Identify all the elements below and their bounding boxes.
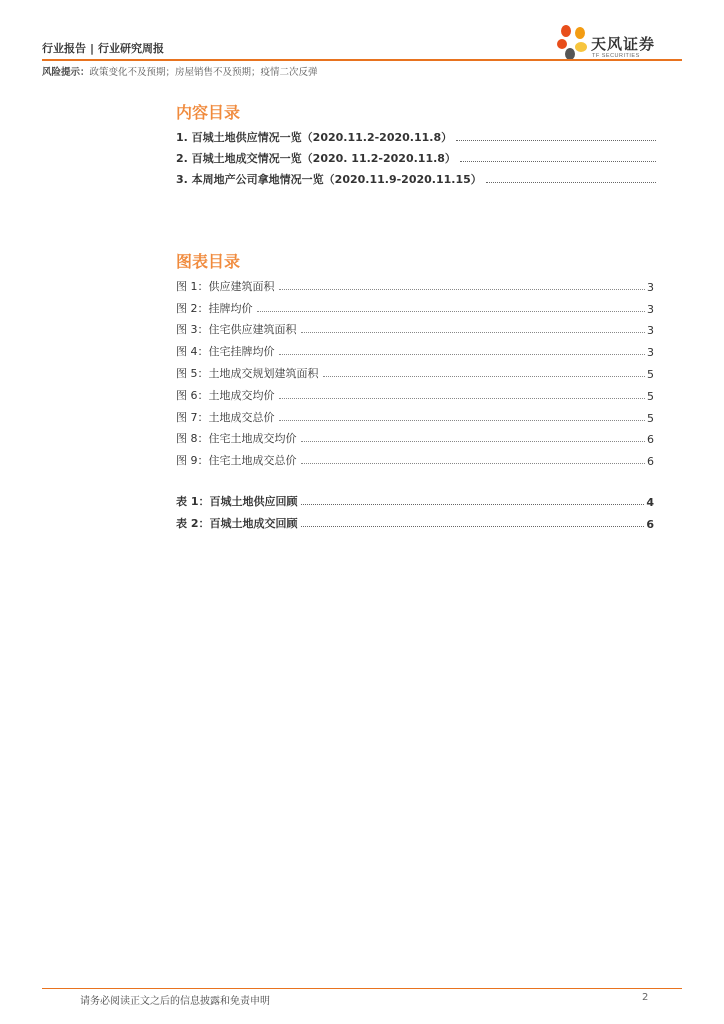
leader-dots (257, 310, 646, 312)
figure-entry[interactable] (176, 316, 654, 338)
figure-entry-page: 6 (647, 433, 654, 447)
figure-entry-page: 5 (647, 367, 654, 381)
report-header (42, 40, 164, 56)
figure-entry[interactable] (176, 272, 654, 294)
figure-entry-label: 图 2：挂牌均价 (176, 301, 253, 315)
logo-flower-icon (555, 22, 591, 62)
footer-disclaimer: 请务必阅读正文之后的信息披露和免责申明 (80, 996, 270, 1007)
header-type: 行业研究周报 (98, 42, 165, 55)
header-category: 行业报告 (42, 42, 86, 55)
page-number: 2 (642, 992, 649, 1003)
leader-dots (279, 397, 646, 399)
figure-entry-page: 3 (647, 280, 654, 294)
toc-entry-label: 3. 本周地产公司拿地情况一览（2020.11.9-2020.11.15） (176, 173, 482, 186)
figure-entry-page: 3 (647, 324, 654, 338)
company-logo (555, 22, 665, 64)
toc-entry[interactable] (176, 145, 658, 166)
figure-entry-label: 图 8：住宅土地成交均价 (176, 432, 297, 446)
contents-list (176, 124, 658, 187)
figure-entry[interactable] (176, 359, 654, 381)
table-entry[interactable] (176, 509, 654, 531)
figure-entry[interactable] (176, 337, 654, 359)
contents-title: 内容目录 (176, 103, 241, 122)
header-rule (42, 59, 682, 61)
toc-entry-label: 1. 百城土地供应情况一览（2020.11.2-2020.11.8） (176, 131, 453, 144)
table-entry-page: 4 (646, 496, 654, 509)
leader-dots (301, 525, 644, 527)
figure-entry[interactable] (176, 425, 654, 447)
figure-entry-page: 3 (647, 346, 654, 360)
toc-entry[interactable] (176, 166, 658, 187)
figure-entry-label: 图 3：住宅供应建筑面积 (176, 323, 297, 337)
figure-entry[interactable] (176, 403, 654, 425)
leader-dots (460, 160, 656, 162)
figure-entry-label: 图 6：土地成交均价 (176, 388, 275, 402)
leader-dots (301, 331, 646, 333)
leader-dots (301, 440, 646, 442)
risk-text: 政策变化不及预期；房屋销售不及预期；疫情二次反弹 (89, 67, 318, 78)
leader-dots (301, 503, 644, 505)
figure-entry[interactable] (176, 446, 654, 468)
leader-dots (323, 375, 646, 377)
leader-dots (301, 462, 646, 464)
figure-entry-label: 图 1：供应建筑面积 (176, 279, 275, 293)
figure-entry-label: 图 9：住宅土地成交总价 (176, 454, 297, 468)
figure-entry-label: 图 4：住宅挂牌均价 (176, 345, 275, 359)
leader-dots (456, 139, 656, 141)
figure-entry-page: 5 (647, 411, 654, 425)
risk-label: 风险提示： (42, 67, 90, 78)
leader-dots (279, 419, 646, 421)
table-entry[interactable] (176, 487, 654, 509)
logo-subtitle: TF SECURITIES (592, 53, 640, 59)
footer-rule (42, 988, 682, 989)
table-entry-label: 表 1：百城土地供应回顾 (176, 495, 298, 508)
leader-dots (279, 288, 646, 290)
leader-dots (486, 181, 656, 183)
figure-entry-label: 图 5：土地成交规划建筑面积 (176, 366, 319, 380)
table-entry-label: 表 2：百城土地成交回顾 (176, 517, 298, 530)
figure-entry-page: 6 (647, 455, 654, 469)
figures-list (176, 272, 654, 468)
risk-warning (42, 64, 318, 78)
figure-entry[interactable] (176, 294, 654, 316)
figures-title: 图表目录 (176, 252, 241, 271)
figure-entry-label: 图 7：土地成交总价 (176, 410, 275, 424)
toc-entry[interactable] (176, 124, 658, 145)
header-separator: | (90, 42, 95, 55)
figure-entry-page: 5 (647, 389, 654, 403)
figure-entry-page: 3 (647, 302, 654, 316)
toc-entry-label: 2. 百城土地成交情况一览（2020. 11.2-2020.11.8） (176, 152, 456, 165)
logo-name: 天风证券 (591, 35, 656, 53)
table-entry-page: 6 (646, 518, 654, 531)
leader-dots (279, 353, 646, 355)
figure-entry[interactable] (176, 381, 654, 403)
tables-list (176, 487, 654, 531)
